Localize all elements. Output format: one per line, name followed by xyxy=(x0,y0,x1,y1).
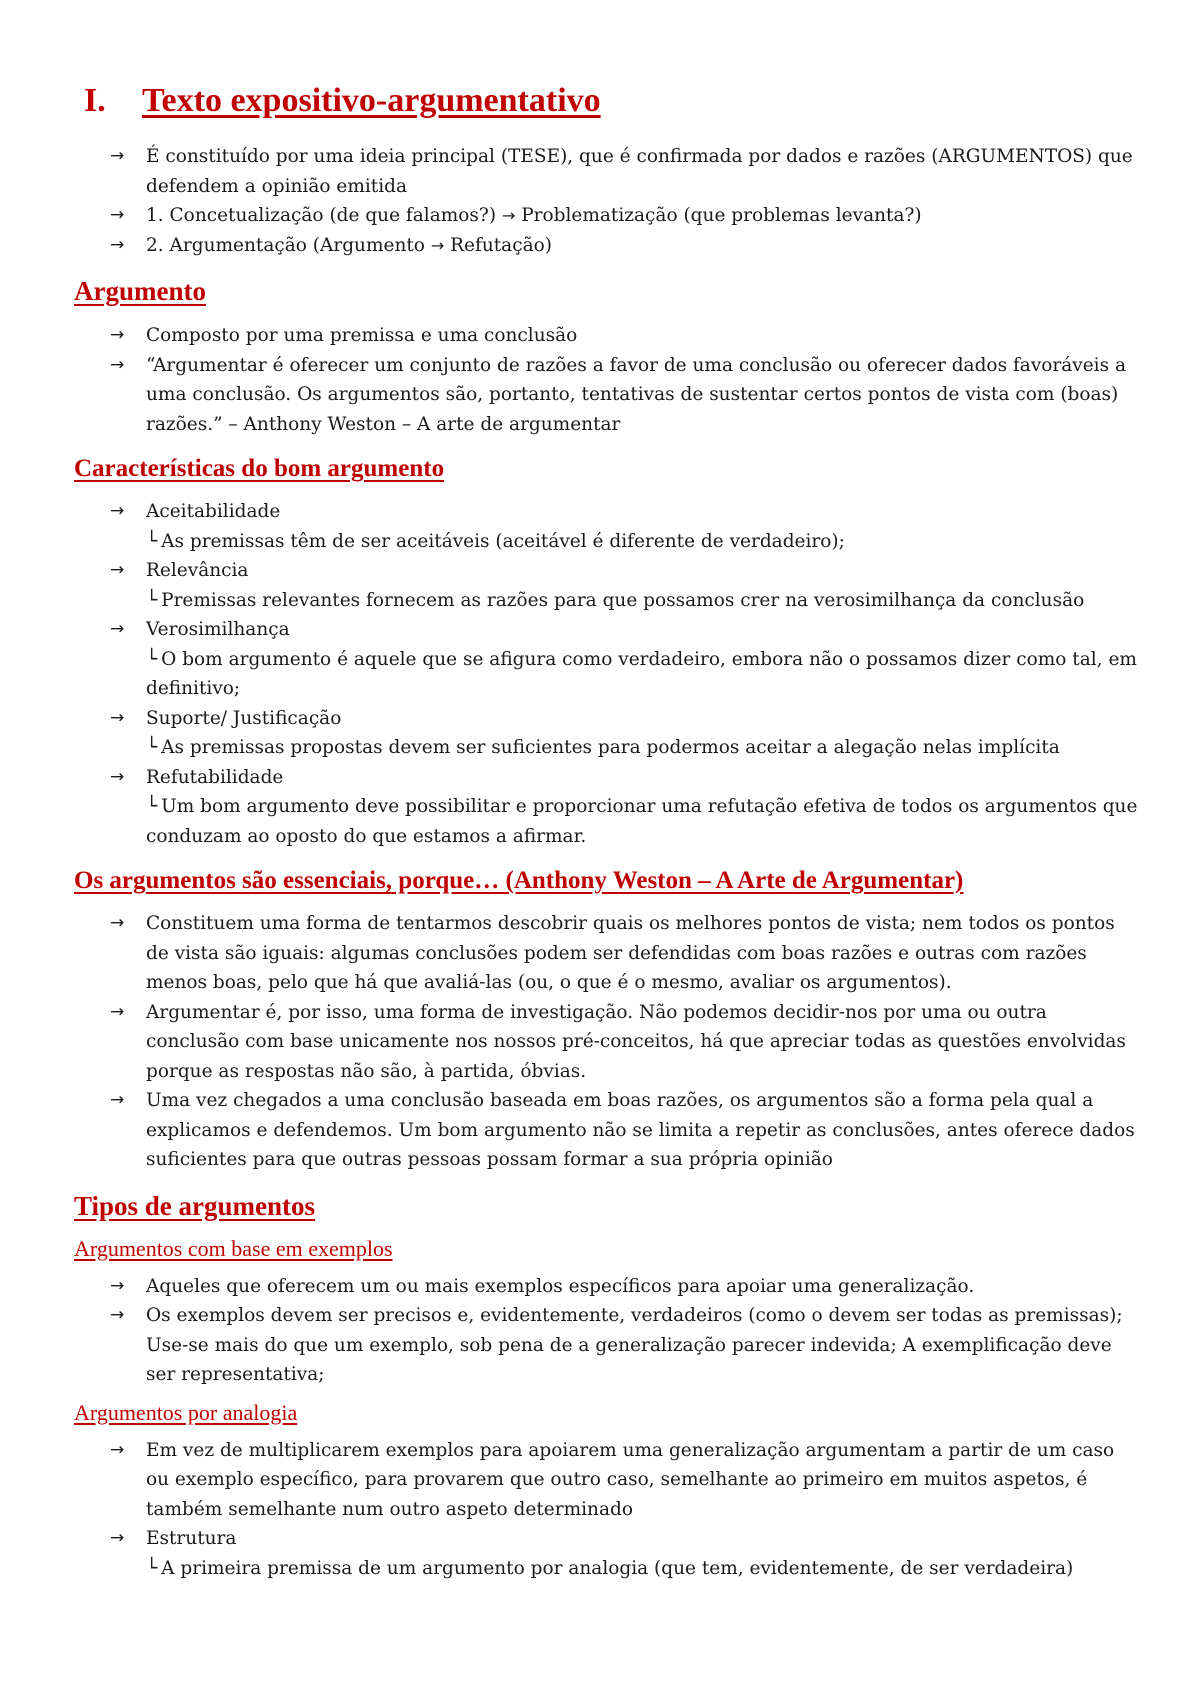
arrow-icon: → xyxy=(110,1090,125,1110)
arrow-icon: → xyxy=(110,1439,125,1460)
arrow-icon: → xyxy=(110,146,125,166)
list-item: → “Argumentar é oferecer um conjunto de razões a favor de uma conclusão ou oferecer dados favoráveis a uma conclusão. Os argumentos são, portanto, tentativas de sustentar certos pontos de vista com (boas) razões.” – Anthony Weston – A arte de argumentar xyxy=(74,351,1140,440)
arrow-icon: → xyxy=(110,325,125,345)
list-subitem: └ Premissas relevantes fornecem as razões para que possamos crer na verosimilhança da conclusão xyxy=(146,586,1140,616)
argumento-list xyxy=(74,321,1140,439)
corner-icon: └ xyxy=(146,530,158,552)
corner-icon: └ xyxy=(146,648,158,670)
list-item: → Relevância └ Premissas relevantes fornecem as razões para que possamos crer na verosimilhança da conclusão xyxy=(74,556,1140,615)
arrow-icon: → xyxy=(110,707,125,728)
list-item: → Verosimilhança └ O bom argumento é aquele que se afigura como verdadeiro, embora não o possamos dizer como tal, em definitivo; xyxy=(74,615,1140,704)
section-heading-argumento: Argumento xyxy=(74,276,206,306)
document-title xyxy=(84,82,1140,120)
caracteristicas-list xyxy=(74,497,1140,851)
corner-icon: └ xyxy=(146,737,158,758)
list-subitem: └ A primeira premissa de um argumento por analogia (que tem, evidentemente, de ser verdadeira) xyxy=(146,1554,1140,1584)
list-item: → Uma vez chegados a uma conclusão baseada em boas razões, os argumentos são a forma pela qual a explicamos e defendemos. Um bom argumento não se limita a repetir as conclusões, antes oferece dados suficientes para que outras pessoas possam formar a sua própria opinião xyxy=(74,1086,1140,1175)
arrow-icon: → xyxy=(110,766,125,787)
arrow-icon: → xyxy=(110,1305,125,1325)
subsection-heading-exemplos: Argumentos com base em exemplos xyxy=(74,1235,393,1261)
subsection-heading-analogia: Argumentos por analogia xyxy=(74,1399,298,1425)
list-item: → Aceitabilidade └ As premissas têm de ser aceitáveis (aceitável é diferente de verdadeiro); xyxy=(74,497,1140,556)
list-item: → É constituído por uma ideia principal (TESE), que é confirmada por dados e razões (ARGUMENTOS) que defendem a opinião emitida xyxy=(74,142,1140,201)
list-item: → 2. Argumentação (Argumento → Refutação) xyxy=(74,231,1140,261)
section-heading-essenciais: Os argumentos são essenciais, porque… (Anthony Weston – A Arte de Argumentar) xyxy=(74,867,964,894)
arrow-icon: → xyxy=(501,206,516,225)
list-item: → Aqueles que oferecem um ou mais exemplos específicos para apoiar uma generalização. xyxy=(74,1272,1140,1302)
arrow-icon: → xyxy=(110,1528,125,1548)
corner-icon: └ xyxy=(146,589,158,611)
list-item: → Composto por uma premissa e uma conclusão xyxy=(74,321,1140,351)
corner-icon: └ xyxy=(146,1557,158,1579)
list-subitem: └ Um bom argumento deve possibilitar e proporcionar uma refutação efetiva de todos os argumentos que conduzam ao oposto do que estamos a afirmar. xyxy=(146,792,1140,851)
arrow-icon: → xyxy=(110,619,125,639)
arrow-icon: → xyxy=(110,560,125,580)
intro-list xyxy=(74,142,1140,260)
list-item: → Constituem uma forma de tentarmos descobrir quais os melhores pontos de vista; nem todos os pontos de vista são iguais: algumas conclusões podem ser defendidas com boas razões e outras com razões menos boas, pelo que há que avaliá-las (ou, o que é o mesmo, avaliar os argumentos). xyxy=(74,909,1140,998)
arrow-icon: → xyxy=(110,1001,125,1022)
list-subitem: └ As premissas propostas devem ser suficientes para podermos aceitar a alegação nelas implícita xyxy=(146,733,1140,763)
list-item: → Em vez de multiplicarem exemplos para apoiarem uma generalização argumentam a partir de um caso ou exemplo específico, para provarem que outro caso, semelhante ao primeiro em muitos aspetos, é também semelhante num outro aspeto determinado xyxy=(74,1436,1140,1525)
exemplos-list xyxy=(74,1272,1140,1390)
list-item: → Refutabilidade └ Um bom argumento deve possibilitar e proporcionar uma refutação efetiva de todos os argumentos que conduzam ao oposto do que estamos a afirmar. xyxy=(74,763,1140,852)
list-item: → Os exemplos devem ser precisos e, evidentemente, verdadeiros (como o devem ser todas as premissas); Use-se mais do que um exemplo, sob pena de a generalização parecer indevida; A exemplificação deve ser representativa; xyxy=(74,1301,1140,1390)
arrow-icon: → xyxy=(110,1275,125,1296)
list-item: → Estrutura └ A primeira premissa de um argumento por analogia (que tem, evidentemente, de ser verdadeira) xyxy=(74,1524,1140,1583)
title-text: Texto expositivo-argumentativo xyxy=(142,82,601,119)
list-item: → Suporte/ Justificação └ As premissas propostas devem ser suficientes para podermos aceitar a alegação nelas implícita xyxy=(74,704,1140,763)
corner-icon: └ xyxy=(146,796,158,817)
arrow-icon: → xyxy=(110,501,125,521)
section-heading-caracteristicas: Características do bom argumento xyxy=(74,455,445,482)
section-heading-tipos: Tipos de argumentos xyxy=(74,1190,316,1221)
list-item: → Argumentar é, por isso, uma forma de investigação. Não podemos decidir-nos por uma ou outra conclusão com base unicamente nos nossos pré-conceitos, há que apreciar todas as questões envolvidas porque as respostas não são, à partida, óbvias. xyxy=(74,998,1140,1087)
list-subitem: └ O bom argumento é aquele que se afigura como verdadeiro, embora não o possamos dizer como tal, em definitivo; xyxy=(146,645,1140,704)
arrow-icon: → xyxy=(110,354,125,375)
arrow-icon: → xyxy=(110,205,125,225)
list-subitem: └ As premissas têm de ser aceitáveis (aceitável é diferente de verdadeiro); xyxy=(146,527,1140,557)
arrow-icon: → xyxy=(110,234,125,255)
arrow-icon: → xyxy=(110,913,125,933)
title-number: I. xyxy=(84,82,106,119)
essenciais-list xyxy=(74,909,1140,1175)
arrow-icon: → xyxy=(430,235,445,255)
analogia-list xyxy=(74,1436,1140,1584)
list-item: → 1. Concetualização (de que falamos?) → Problematização (que problemas levanta?) xyxy=(74,201,1140,231)
